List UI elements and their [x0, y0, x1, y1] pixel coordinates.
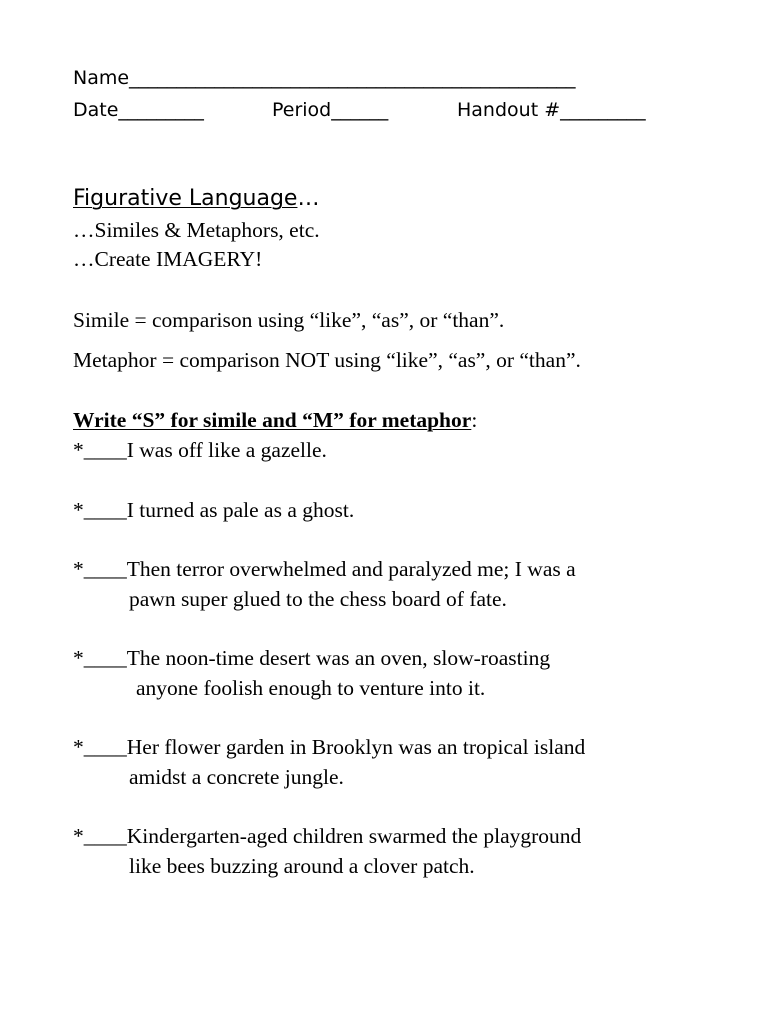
- list-item-continuation: pawn super glued to the chess board of fate.: [129, 587, 507, 611]
- name-line: Name_______________________________________________: [73, 67, 576, 89]
- instructions-colon: :: [471, 408, 478, 432]
- list-item-continuation: like bees buzzing around a clover patch.: [129, 854, 475, 878]
- list-item: *____I was off like a gazelle.: [73, 438, 327, 462]
- list-item-continuation: anyone foolish enough to venture into it.: [136, 676, 486, 700]
- instructions-text: Write “S” for simile and “M” for metaphor: [73, 408, 472, 432]
- page-title-ellipsis: …: [297, 186, 320, 211]
- list-item: *____I turned as pale as a ghost.: [73, 498, 355, 522]
- subtitle-similes: …Similes & Metaphors, etc.: [73, 218, 320, 242]
- list-item-continuation: amidst a concrete jungle.: [129, 765, 344, 789]
- list-item: *____Then terror overwhelmed and paralyzed me; I was a: [73, 557, 576, 581]
- handout-number-line: Handout #_________: [457, 99, 646, 121]
- instructions: [73, 406, 477, 434]
- list-item: *____Kindergarten-aged children swarmed the playground: [73, 824, 582, 848]
- page-title-text: Figurative Language: [73, 186, 298, 211]
- list-item: *____Her flower garden in Brooklyn was an tropical island: [73, 735, 586, 759]
- period-line: Period______: [272, 99, 389, 121]
- date-line: Date_________: [73, 99, 204, 121]
- metaphor-definition: Metaphor = comparison NOT using “like”, “as”, or “than”.: [73, 348, 581, 372]
- subtitle-imagery: …Create IMAGERY!: [73, 247, 263, 271]
- list-item: *____The noon-time desert was an oven, slow-roasting: [73, 646, 551, 670]
- simile-definition: Simile = comparison using “like”, “as”, or “than”.: [73, 308, 505, 332]
- page-title: [73, 185, 319, 213]
